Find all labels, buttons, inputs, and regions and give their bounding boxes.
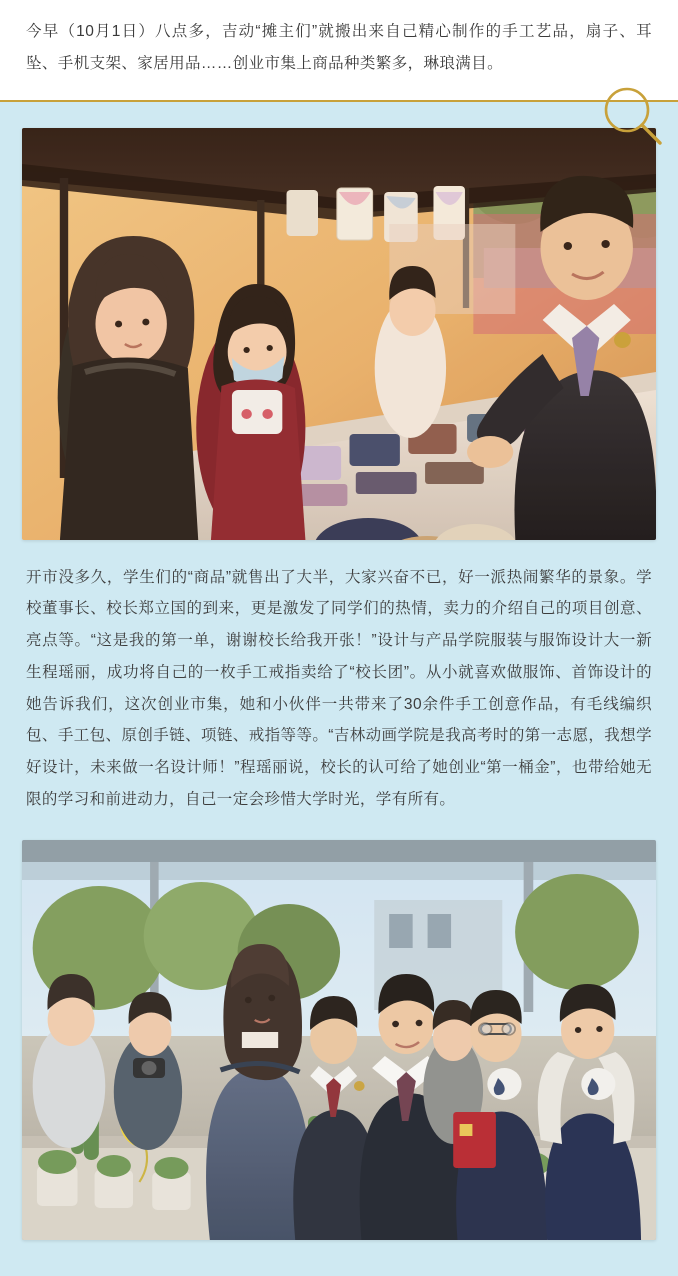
market-stall-photo (22, 128, 656, 540)
magnifier-icon (600, 84, 664, 148)
campus-walk-photo (22, 840, 656, 1240)
lead-paragraph: 今早（10月1日）八点多，吉动“摊主们”就搬出来自己精心制作的手工艺品，扇子、耳坠、手机支架、家居用品……创业市集上商品种类繁多，琳琅满目。 (26, 23, 652, 72)
lead-quote-card (0, 0, 678, 102)
body-paragraph: 开市没多久，学生们的“商品”就售出了大半，大家兴奋不已，好一派热闹繁华的景象。学校董事长、校长郑立国的到来，更是激发了同学们的热情，卖力的介绍自己的项目创意、亮点等。“这是我的第一单，谢谢校长给我开张！”设计与产品学院服装与服饰设计大一新生程瑶丽，成功将自己的一枚手工戒指卖给了“校长团”。从小就喜欢做服饰、首饰设计的她告诉我们，这次创业市集，她和小伙伴一共带来了30余件手工创意作品，有毛线编织包、手工包、原创手链、项链、戒指等等。“吉林动画学院是我高考时的第一志愿，我想学好设计，未来做一名设计师！”程瑶丽说，校长的认可给了她创业“第一桶金”，也带给她无限的学习和前进动力，自己一定会珍惜大学时光，学有所有。 (26, 568, 652, 808)
article-content (0, 128, 678, 1240)
